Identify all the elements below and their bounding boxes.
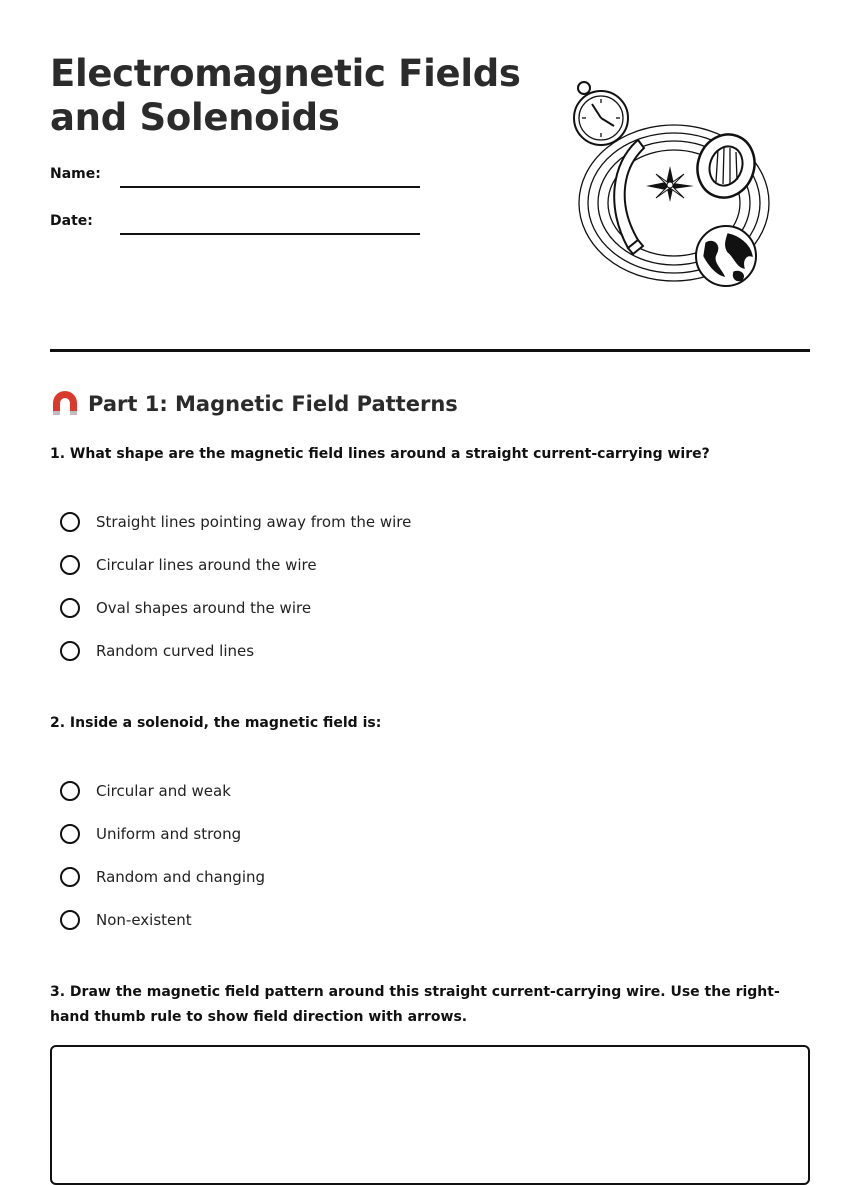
radio-button[interactable] bbox=[60, 512, 80, 532]
radio-button[interactable] bbox=[60, 867, 80, 887]
compass-icon bbox=[646, 166, 694, 202]
question-1-text: 1. What shape are the magnetic field lines around a straight current-carrying wire? bbox=[50, 446, 710, 462]
option-label: Random curved lines bbox=[96, 642, 255, 660]
radio-button[interactable] bbox=[60, 781, 80, 801]
q1-option-1[interactable] bbox=[60, 509, 411, 535]
radio-button[interactable] bbox=[60, 824, 80, 844]
name-field[interactable] bbox=[120, 186, 420, 188]
title-line-1: Electromagnetic Fields bbox=[50, 52, 521, 95]
date-label: Date: bbox=[50, 213, 93, 229]
globe-icon bbox=[696, 226, 756, 286]
magnet-ring-icon bbox=[689, 126, 764, 205]
q2-option-2[interactable] bbox=[60, 821, 241, 847]
q1-option-4[interactable] bbox=[60, 638, 254, 664]
option-label: Random and changing bbox=[96, 868, 266, 886]
q2-option-1[interactable] bbox=[60, 778, 231, 804]
magnetism-illustration bbox=[566, 78, 770, 290]
q2-option-3[interactable] bbox=[60, 864, 265, 890]
option-label: Circular and weak bbox=[96, 782, 231, 800]
q1-option-3[interactable] bbox=[60, 595, 311, 621]
option-label: Uniform and strong bbox=[96, 825, 242, 843]
title-line-2: and Solenoids bbox=[50, 96, 340, 139]
option-label: Circular lines around the wire bbox=[96, 556, 317, 574]
radio-button[interactable] bbox=[60, 555, 80, 575]
q1-option-2[interactable] bbox=[60, 552, 317, 578]
option-label: Oval shapes around the wire bbox=[96, 599, 312, 617]
pocket-watch-icon bbox=[574, 82, 628, 145]
q2-option-4[interactable] bbox=[60, 907, 192, 933]
name-label: Name: bbox=[50, 166, 101, 182]
drawing-area[interactable] bbox=[50, 1045, 810, 1185]
question-2-text: 2. Inside a solenoid, the magnetic field is: bbox=[50, 715, 382, 731]
header-divider bbox=[50, 349, 810, 352]
magnet-icon bbox=[50, 389, 80, 419]
radio-button[interactable] bbox=[60, 910, 80, 930]
radio-button[interactable] bbox=[60, 641, 80, 661]
date-field[interactable] bbox=[120, 233, 420, 235]
question-3-text: 3. Draw the magnetic field pattern around this straight current-carrying wire. Use the right-hand thumb rule to show field direction with arrows. bbox=[50, 984, 780, 1025]
part1-heading bbox=[50, 388, 458, 420]
option-label: Non-existent bbox=[96, 911, 192, 929]
option-label: Straight lines pointing away from the wire bbox=[96, 513, 412, 531]
radio-button[interactable] bbox=[60, 598, 80, 618]
part1-title: Part 1: Magnetic Field Patterns bbox=[88, 392, 458, 416]
worksheet-title bbox=[50, 52, 521, 140]
